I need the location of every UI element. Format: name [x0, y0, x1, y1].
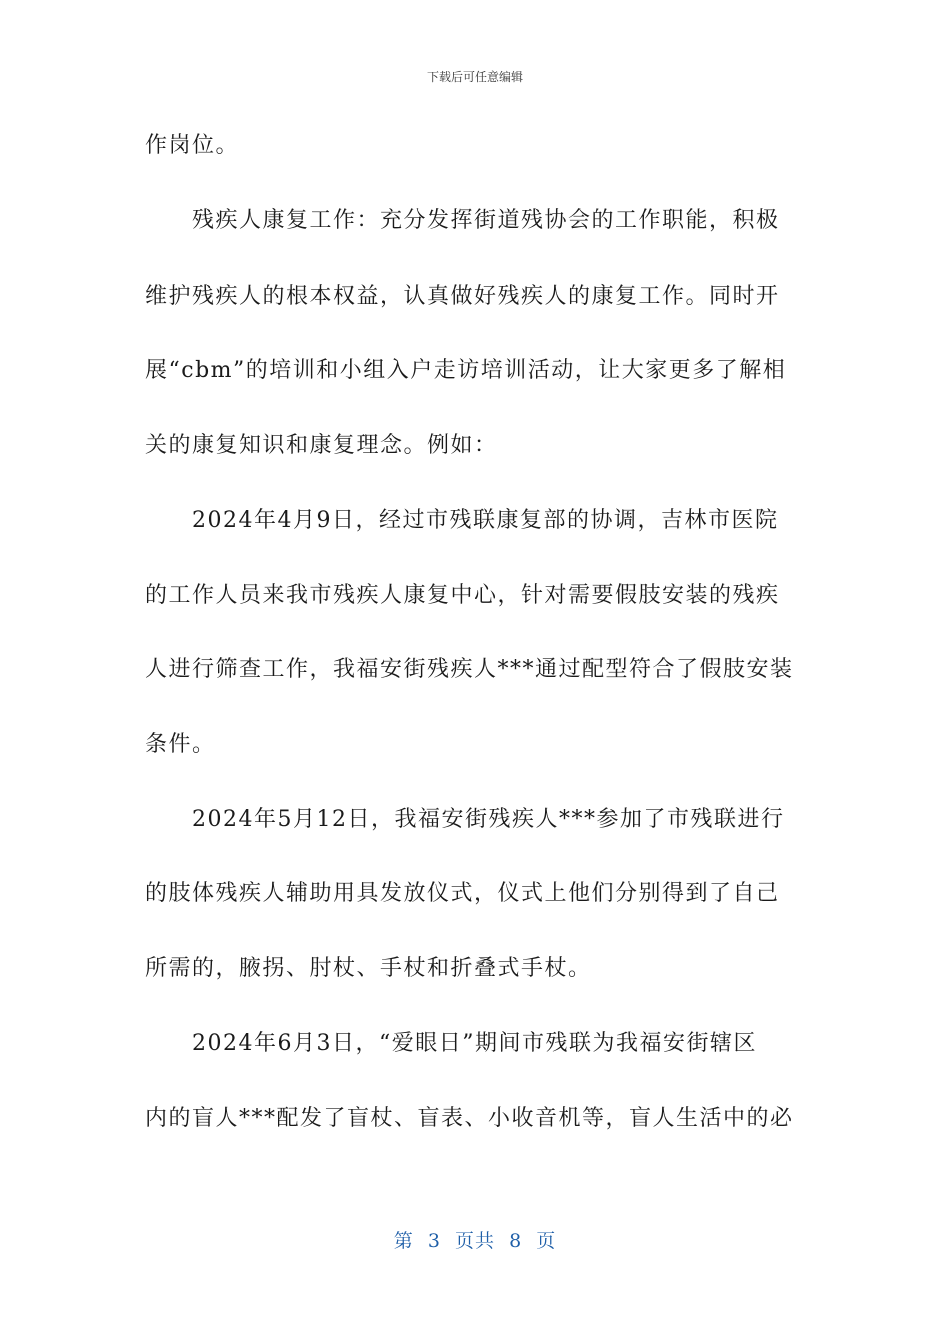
body-line: 2024年6月3日，“爱眼日”期间市残联为我福安街辖区	[192, 1031, 757, 1056]
body-line: 作岗位。	[145, 133, 240, 158]
body-line: 关的康复知识和康复理念。例如：	[145, 433, 498, 458]
body-line: 的工作人员来我市残疾人康复中心，针对需要假肢安装的残疾	[145, 583, 780, 608]
body-line: 残疾人康复工作：充分发挥街道残协会的工作职能，积极	[192, 208, 780, 233]
page-header: 下载后可任意编辑	[426, 70, 523, 84]
body-line: 所需的，腋拐、肘杖、手杖和折叠式手杖。	[145, 956, 592, 981]
page-number-label: 第 3 页共 8 页	[393, 1230, 557, 1252]
body-line: 内的盲人***配发了盲杖、盲表、小收音机等，盲人生活中的必	[145, 1106, 794, 1131]
body-line: 展“cbm”的培训和小组入户走访培训活动，让大家更多了解相	[145, 358, 787, 383]
body-line: 的肢体残疾人辅助用具发放仪式，仪式上他们分别得到了自己	[145, 881, 780, 906]
body-line: 人进行筛查工作，我福安街残疾人***通过配型符合了假肢安装	[145, 657, 794, 682]
body-line: 条件。	[145, 732, 216, 757]
body-line: 2024年4月9日，经过市残联康复部的协调，吉林市医院	[192, 508, 779, 533]
body-line: 维护残疾人的根本权益，认真做好残疾人的康复工作。同时开	[145, 284, 780, 309]
body-line: 2024年5月12日，我福安街残疾人***参加了市残联进行	[192, 807, 785, 832]
page-footer	[0, 1226, 950, 1253]
